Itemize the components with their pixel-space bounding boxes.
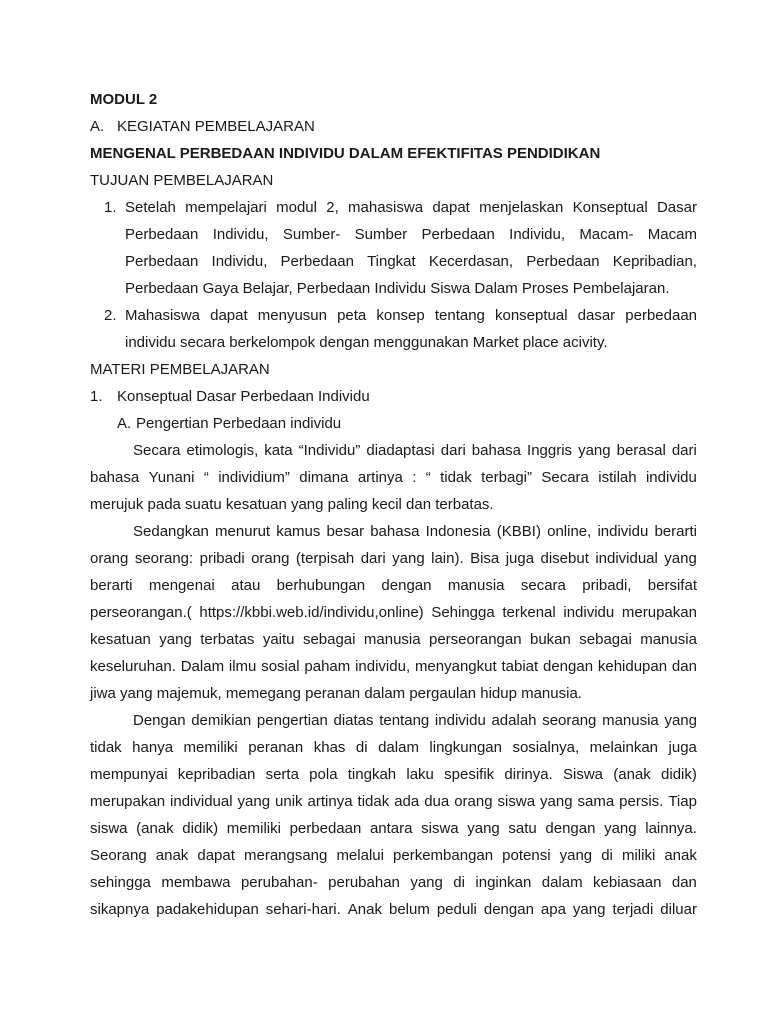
word: pribadi xyxy=(199,550,245,567)
topic-title: MENGENAL PERBEDAAN INDIVIDU DALAM EFEKTIFITAS PENDIDIKAN xyxy=(90,145,601,162)
word: bukan xyxy=(529,631,571,648)
word: satu xyxy=(508,820,537,837)
word: yang xyxy=(540,793,573,810)
section-a-text: KEGIATAN PEMBELAJARAN xyxy=(117,118,315,135)
word: tidak xyxy=(357,793,390,810)
word: mempelajari xyxy=(185,199,267,216)
word: individu, xyxy=(355,658,411,675)
word: sikapnya xyxy=(90,901,150,918)
word: inginkan xyxy=(475,874,532,891)
para-3-line-2 xyxy=(90,739,697,757)
para-1-line-3: merujuk pada suatu kesatuan yang paling kecil dan terbatas. xyxy=(90,496,494,513)
word: merupakan xyxy=(90,793,166,810)
para-3-line-8 xyxy=(90,901,697,919)
para-3-line-6 xyxy=(90,847,697,865)
word: artinya xyxy=(357,469,403,486)
word: anak xyxy=(664,847,697,864)
word: tabiat xyxy=(501,658,539,675)
word: manusia xyxy=(640,631,697,648)
word: yaitu xyxy=(262,631,295,648)
word: konsep xyxy=(376,307,425,324)
word: Siswa xyxy=(563,766,604,783)
word: serta xyxy=(265,766,299,783)
word: manusia xyxy=(447,577,505,594)
word: etimologis, xyxy=(186,442,259,459)
word: keseluruhan. xyxy=(90,658,176,675)
word: konseptual xyxy=(494,307,568,324)
word: juga xyxy=(668,739,697,756)
word: Individu, xyxy=(212,226,269,243)
word: sehingga xyxy=(90,874,151,891)
para-2-line-3 xyxy=(90,577,697,595)
word: adalah xyxy=(491,712,537,729)
word: bersifat xyxy=(647,577,697,594)
word: lain). xyxy=(431,550,464,567)
word: merupakan xyxy=(621,604,697,621)
word: tentang xyxy=(379,712,430,729)
word: sama xyxy=(577,793,615,810)
word: menyusun xyxy=(257,307,327,324)
word: 2, xyxy=(326,199,339,216)
word: (KBBI) xyxy=(496,523,541,540)
word: persis. xyxy=(619,793,664,810)
word: di xyxy=(601,847,613,864)
word: dengan xyxy=(545,820,596,837)
para-2-line-4 xyxy=(90,604,697,622)
para-3-line-7 xyxy=(90,874,697,892)
word: merangsang xyxy=(243,847,328,864)
word: seorang: xyxy=(134,550,194,567)
word: diadaptasi xyxy=(366,442,435,459)
sub-item-text: Pengertian Perbedaan individu xyxy=(136,415,342,432)
word: apa xyxy=(540,901,566,918)
word: unik xyxy=(275,793,303,810)
word: dalam xyxy=(378,739,419,756)
para-2-line-7: jiwa yang majemuk, memegang peranan dalam pergaulan hidup manusia. xyxy=(90,685,582,702)
word: Seorang xyxy=(90,847,147,864)
word: online, xyxy=(547,523,592,540)
word: paham xyxy=(304,658,351,675)
word: kamus xyxy=(276,523,321,540)
word: ilmu xyxy=(228,658,257,675)
word: Mahasiswa xyxy=(125,307,201,324)
word: lingkungan xyxy=(429,739,502,756)
word: Sumber xyxy=(354,226,408,243)
word: istilah xyxy=(598,469,637,486)
word: mempunyai xyxy=(90,766,168,783)
word: anak xyxy=(155,847,189,864)
word: sosialnya, xyxy=(512,739,580,756)
word: yang xyxy=(559,847,593,864)
word: siswa xyxy=(497,793,536,810)
tujuan-1-line-3 xyxy=(125,253,697,271)
word: melalui xyxy=(336,847,384,864)
word: Indonesia xyxy=(425,523,491,540)
word: dan xyxy=(671,658,697,675)
word: perseorangan.( xyxy=(90,604,192,621)
word: terbagi” xyxy=(481,469,532,486)
word: miliki xyxy=(621,847,656,864)
word: terbatas xyxy=(200,631,255,648)
word: individu xyxy=(434,712,486,729)
word: atau xyxy=(231,577,261,594)
word: siswa xyxy=(421,820,459,837)
word: dapat xyxy=(210,307,248,324)
word: modul xyxy=(276,199,317,216)
word: menyangkut xyxy=(414,658,497,675)
word: Kepribadian, xyxy=(612,253,697,270)
word: Perbedaan xyxy=(280,253,354,270)
word: kata xyxy=(264,442,293,459)
word: besar xyxy=(326,523,365,540)
word: Tingkat xyxy=(367,253,416,270)
word: didik) xyxy=(182,820,219,837)
word: dari xyxy=(440,442,466,459)
word: “Individu” xyxy=(298,442,361,459)
word: dimana xyxy=(299,469,349,486)
word: Konseptual xyxy=(572,199,648,216)
word: dapat xyxy=(432,199,470,216)
module-title: MODUL 2 xyxy=(90,91,158,108)
word: melainkan xyxy=(589,739,659,756)
word: tentang xyxy=(434,307,485,324)
word: mengenai xyxy=(148,577,215,594)
word: dan xyxy=(671,874,697,891)
word: (terpisah xyxy=(295,550,355,567)
word: kepribadian xyxy=(177,766,256,783)
word: khas xyxy=(313,739,346,756)
word: berarti xyxy=(90,577,133,594)
word: orang xyxy=(251,550,290,567)
word: memiliki xyxy=(183,739,238,756)
word: tidak xyxy=(440,469,472,486)
word: dapat xyxy=(197,847,235,864)
word: berhubungan xyxy=(276,577,366,594)
word: Perbedaan xyxy=(125,253,199,270)
word: peranan xyxy=(248,739,304,756)
word: perubahan xyxy=(328,874,400,891)
word: Anak xyxy=(347,901,382,918)
word: https://kbbi.web.id/individu,online) xyxy=(199,604,424,621)
word: belum xyxy=(388,901,430,918)
para-1-line-1 xyxy=(133,442,697,460)
word: manusia xyxy=(602,712,659,729)
word: sebagai xyxy=(302,631,356,648)
word: individu xyxy=(645,469,697,486)
word: laku xyxy=(406,766,434,783)
tujuan-2-line-2: individu secara berkelompok dengan menggunakan Market place acivity. xyxy=(125,334,608,351)
word: bahasa xyxy=(471,442,522,459)
word: dari xyxy=(671,442,697,459)
para-2-line-6 xyxy=(90,658,697,676)
word: orang xyxy=(90,550,129,567)
word: antara xyxy=(369,820,413,837)
word: individual xyxy=(170,793,233,810)
word: lainnya. xyxy=(645,820,697,837)
word: Perbedaan xyxy=(125,226,199,243)
word: perubahan- xyxy=(240,874,318,891)
word: spesifik xyxy=(444,766,495,783)
word: diatas xyxy=(333,712,374,729)
word: individu xyxy=(597,523,649,540)
word: tidak xyxy=(90,739,122,756)
word: Sehingga xyxy=(431,604,495,621)
para-2-line-2 xyxy=(90,550,697,568)
word: Dasar xyxy=(656,199,697,216)
sub-item-label: A. xyxy=(117,415,132,432)
word: Sumber- xyxy=(282,226,341,243)
para-2-line-1 xyxy=(133,523,697,541)
word: sebagai xyxy=(579,631,632,648)
word: perbedaan xyxy=(289,820,362,837)
word: yang xyxy=(664,712,697,729)
word: artinya xyxy=(307,793,353,810)
tujuan-1-line-1 xyxy=(125,199,697,217)
word: Secara xyxy=(133,442,181,459)
word: dengan xyxy=(381,577,432,594)
word: memiliki xyxy=(226,820,281,837)
word: yang xyxy=(578,442,611,459)
word: mahasiswa xyxy=(348,199,424,216)
word: (anak xyxy=(613,766,651,783)
word: Perbedaan xyxy=(526,253,600,270)
word: bahasa xyxy=(90,469,140,486)
word: individual xyxy=(595,550,658,567)
word: dalam xyxy=(541,874,583,891)
word: Yunani xyxy=(148,469,195,486)
word: yang xyxy=(467,820,500,837)
para-3-line-5 xyxy=(90,820,697,838)
word: siswa xyxy=(90,820,128,837)
word: Secara xyxy=(541,469,589,486)
word: di xyxy=(355,739,368,756)
word: pengertian xyxy=(256,712,328,729)
word: sosial xyxy=(261,658,300,675)
word: Macam- xyxy=(579,226,634,243)
materi-item-text: Konseptual Dasar Perbedaan Individu xyxy=(117,388,370,405)
word: Tiap xyxy=(668,793,697,810)
word: manusia xyxy=(363,631,421,648)
word: yang xyxy=(664,550,697,567)
word: Kecerdasan, xyxy=(428,253,514,270)
tujuan-heading: TUJUAN PEMBELAJARAN xyxy=(90,172,274,189)
tujuan-2-number: 2. xyxy=(104,307,117,324)
word: padakehidupan xyxy=(156,901,259,918)
word: bahasa xyxy=(370,523,420,540)
word: terkenal xyxy=(502,604,556,621)
tujuan-1-line-2 xyxy=(125,226,697,244)
word: secara xyxy=(520,577,566,594)
word: kehidupan xyxy=(597,658,668,675)
word: Setelah xyxy=(125,199,176,216)
word: yang xyxy=(237,793,271,810)
word: berasal xyxy=(616,442,666,459)
materi-item-number: 1. xyxy=(90,388,103,405)
word: seorang xyxy=(542,712,597,729)
word: menurut xyxy=(215,523,271,540)
tujuan-1-line-4: Perbedaan Gaya Belajar, Perbedaan Individu Siswa Dalam Proses Pembelajaran. xyxy=(125,280,670,297)
materi-heading: MATERI PEMBELAJARAN xyxy=(90,361,270,378)
word: perkembangan xyxy=(393,847,494,864)
word: didik) xyxy=(661,766,697,783)
word: Individu, xyxy=(509,226,566,243)
word: Sedangkan xyxy=(133,523,209,540)
word: ada xyxy=(394,793,420,810)
word: dirinya. xyxy=(504,766,553,783)
word: yang xyxy=(392,550,425,567)
word: dengan xyxy=(542,658,594,675)
word: dari xyxy=(360,550,386,567)
word: Inggris xyxy=(527,442,573,459)
tujuan-2-line-1 xyxy=(125,307,697,325)
word: Dalam xyxy=(180,658,225,675)
word: dengan xyxy=(483,901,534,918)
section-a-label: A. xyxy=(90,118,105,135)
word: perseorangan xyxy=(429,631,522,648)
word: disebut xyxy=(540,550,589,567)
para-1-line-2 xyxy=(90,469,697,487)
word: (anak xyxy=(136,820,174,837)
word: “ xyxy=(203,469,209,486)
word: : xyxy=(412,469,417,486)
word: kesatuan xyxy=(90,631,151,648)
word: Perbedaan xyxy=(421,226,495,243)
word: dasar xyxy=(577,307,616,324)
word: sehari-hari. xyxy=(265,901,341,918)
word: kebiasaan xyxy=(593,874,662,891)
word: tingkah xyxy=(347,766,397,783)
word: berarti xyxy=(654,523,697,540)
word: potensi xyxy=(502,847,551,864)
para-3-line-4 xyxy=(90,793,697,811)
word: yang xyxy=(572,901,606,918)
word: yang xyxy=(410,874,443,891)
para-2-line-5 xyxy=(90,631,697,649)
word: peduli xyxy=(436,901,477,918)
word: diluar xyxy=(660,901,697,918)
word: terjadi xyxy=(612,901,654,918)
word: menjelaskan xyxy=(479,199,564,216)
word: “ xyxy=(425,469,431,486)
word: membawa xyxy=(161,874,231,891)
word: dua xyxy=(424,793,450,810)
word: juga xyxy=(505,550,535,567)
word: pribadi, xyxy=(582,577,632,594)
para-3-line-1 xyxy=(133,712,697,730)
word: peta xyxy=(337,307,367,324)
word: individu xyxy=(563,604,615,621)
word: di xyxy=(453,874,465,891)
word: pola xyxy=(309,766,338,783)
para-3-line-3 xyxy=(90,766,697,784)
tujuan-1-number: 1. xyxy=(104,199,117,216)
word: Macam xyxy=(647,226,697,243)
word: perbedaan xyxy=(625,307,697,324)
word: demikian xyxy=(191,712,252,729)
word: orang xyxy=(454,793,493,810)
word: individium” xyxy=(218,469,290,486)
word: Bisa xyxy=(470,550,500,567)
word: Dengan xyxy=(133,712,186,729)
word: hanya xyxy=(132,739,174,756)
word: yang xyxy=(604,820,637,837)
word: yang xyxy=(159,631,192,648)
word: Individu, xyxy=(211,253,268,270)
